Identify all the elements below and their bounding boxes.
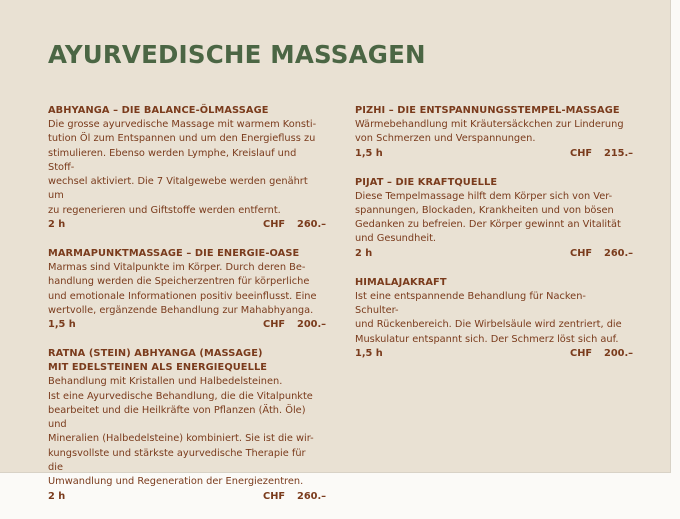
price: 260.– [297,219,327,231]
right-column [355,104,634,376]
entry-title: RATNA (STEIN) ABHYANGA (MASSAGE) MIT EDELSTEINEN ALS ENERGIEQUELLE [48,348,268,374]
entry-description: Ist eine entspannende Behandlung für Nacken- Schulter- und Rückenbereich. Die Wirbelsäule wird zentriert, die Muskulatur entspannt sich. Der Schmerz löst sich auf. [355,290,622,345]
currency: CHF [570,347,593,359]
price-row [48,218,327,232]
currency: CHF [263,319,286,331]
left-column [48,104,327,519]
duration: 1,5 h [355,347,383,359]
entry-description: Marmas sind Vitalpunkte im Körper. Durch deren Be- handlung werden die Speicherzentren für körperliche und emotionale Informationen positiv beeinflusst. Eine wertvolle, ergänzende Behandlung zur Mahabhyanga. [48,262,317,316]
duration: 1,5 h [355,147,383,159]
entry-title: PIZHI – DIE ENTSPANNUNGSSTEMPEL-MASSAGE [355,105,620,116]
duration: 2 h [48,490,66,502]
price: 215.– [604,147,634,159]
price: 200.– [297,319,327,331]
entry-title: MARMAPUNKTMASSAGE – DIE ENERGIE-OASE [48,248,300,260]
entry-title: ABHYANGA – DIE BALANCE-ÖLMASSAGE [48,105,269,116]
price: 260.– [297,490,327,502]
entry-title: PIJAT – DIE KRAFTQUELLE [355,176,498,188]
price-row [355,147,634,161]
price-row [48,490,327,504]
massage-entry-abhyanga [48,104,327,232]
price: 260.– [604,247,634,259]
massage-entry-pizhi [355,104,634,161]
entry-title: HIMALAJAKRAFT [355,276,447,288]
entry-description: Behandlung mit Kristallen und Halbedelsteinen. Ist eine Ayurvedische Behandlung, die die Vitalpunkte bearbeitet und die Heilkräfte von Pflanzen (Äth. Öle) und Mineralien (Halbedelsteine) kombiniert. Sie ist die wir- kungsvollste und stärkste ayurvedische Therapie für die Umwandlung und Regeneration der Energiezentren. [48,376,314,488]
currency: CHF [570,247,593,259]
massage-entry-marmapunkt [48,247,327,332]
massage-entry-ratna [48,347,327,503]
currency: CHF [263,219,286,231]
massage-entry-pijat [355,176,634,261]
price-row [355,247,634,261]
page-title: AYURVEDISCHE MASSAGEN [48,40,426,69]
price-row [48,318,327,332]
massage-entry-himalajakraft [355,276,634,361]
entry-description: Diese Tempelmassage hilft dem Körper sich von Ver- spannungen, Blockaden, Krankheiten und von bösen Gedanken zu befreien. Der Körper gewinnt an Vitalität und Gesundheit. [355,190,621,245]
duration: 2 h [48,219,66,231]
currency: CHF [570,147,593,159]
entry-description: Die grosse ayurvedische Massage mit warmem Konsti- tution Öl zum Entspannen und um den Energiefluss zu stimulieren. Ebenso werden Lymphe, Kreislauf und Stoff- wechsel aktiviert. Die 7 Vitalgewebe werden genährt um zu regenerieren und Giftstoffe werden entfernt. [48,119,317,216]
currency: CHF [263,490,286,502]
price-row [355,347,634,361]
price: 200.– [604,347,634,359]
entry-description: Wärmebehandlung mit Kräutersäckchen zur Linderung von Schmerzen und Verspannungen. [355,119,624,145]
duration: 1,5 h [48,319,76,331]
duration: 2 h [355,247,373,259]
